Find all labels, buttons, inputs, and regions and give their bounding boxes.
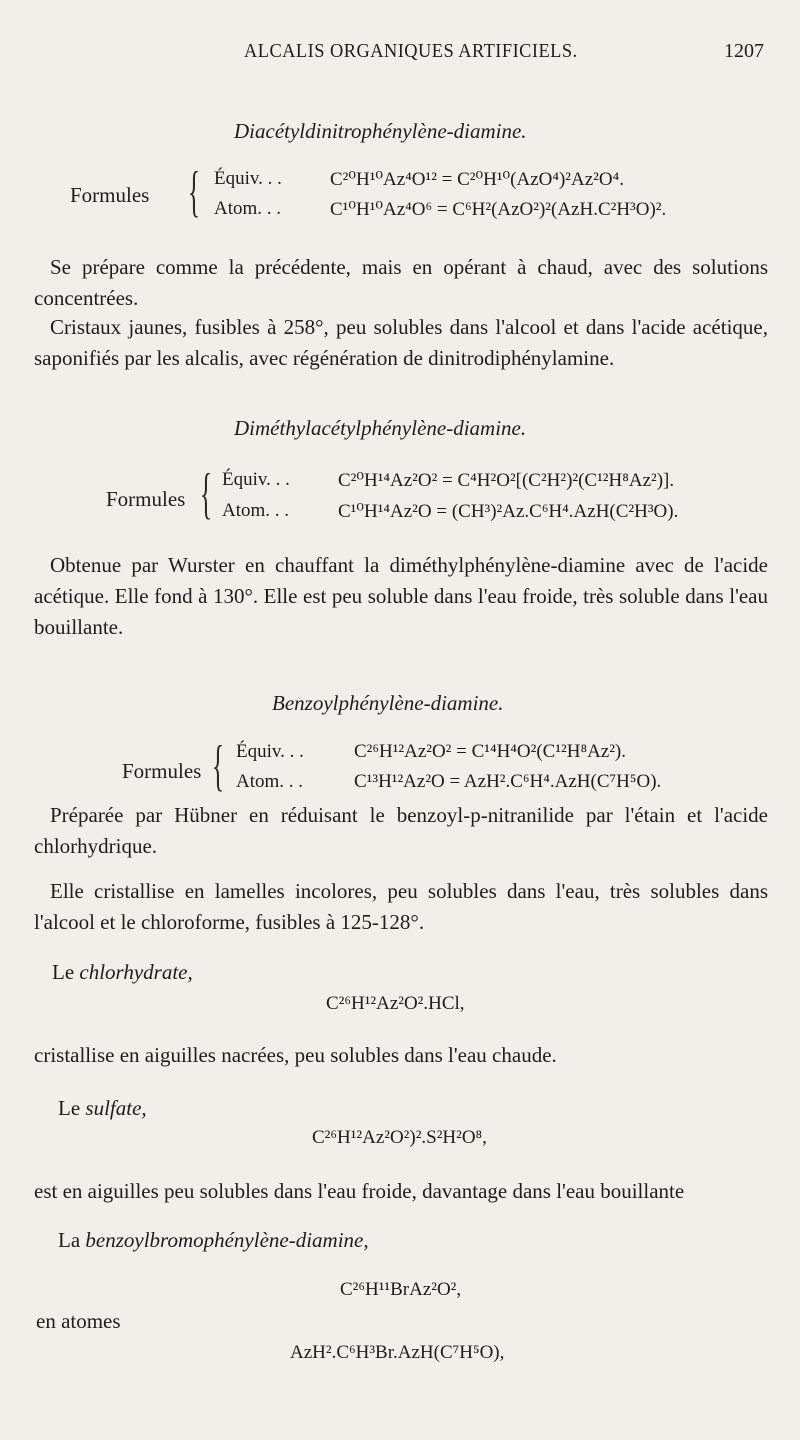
- chlorhydrate-formula: C²⁶H¹²Az²O².HCl,: [326, 993, 465, 1014]
- atom-formula: C¹³H¹²Az²O = AzH².C⁶H⁴.AzH(C⁷H⁵O).: [354, 771, 662, 792]
- show-through-text: [34, 80, 768, 110]
- atom-label: Atom. . .: [236, 771, 304, 792]
- sulfate-line: [58, 1093, 147, 1124]
- paragraph: Cristaux jaunes, fusibles à 258°, peu solubles dans l'alcool et dans l'acide acétique, saponifiés par les alcalis, avec régénération de dinitrodiphénylamine.: [34, 315, 768, 370]
- brace-symbol: {: [212, 735, 225, 797]
- section-heading: Diacétyldinitrophénylène-diamine.: [234, 119, 527, 143]
- formulas-label: Formules: [106, 487, 186, 511]
- bromo-line: [58, 1225, 369, 1256]
- bromo-term: benzoylbromophénylène-diamine,: [85, 1228, 369, 1252]
- paragraph: est en aiguilles peu solubles dans l'eau froide, davantage dans l'eau bouillante: [34, 1179, 685, 1203]
- paragraph: Préparée par Hübner en réduisant le benzoyl-p-nitranilide par l'étain et l'acide chlorhydrique.: [34, 803, 768, 858]
- atoms-formula: AzH².C⁶H³Br.AzH(C⁷H⁵O),: [290, 1342, 505, 1363]
- section-heading: Benzoylphénylène-diamine.: [272, 691, 504, 715]
- page-number: 1207: [724, 40, 764, 62]
- equiv-formula: C²⁶H¹²Az²O² = C¹⁴H⁴O²(C¹²H⁸Az²).: [354, 741, 627, 762]
- atom-label: Atom. . .: [214, 198, 282, 219]
- equiv-label: Équiv. . .: [222, 469, 290, 490]
- sulfate-term: sulfate,: [85, 1096, 147, 1120]
- sulfate-formula: C²⁶H¹²Az²O²)².S²H²O⁸,: [312, 1127, 487, 1148]
- running-title: ALCALIS ORGANIQUES ARTIFICIELS.: [244, 40, 578, 62]
- bromo-formula: C²⁶H¹¹BrAz²O²,: [340, 1279, 462, 1300]
- chlorhydrate-term: chlorhydrate,: [79, 960, 193, 984]
- atom-label: Atom. . .: [222, 500, 290, 521]
- atoms-label: en atomes: [36, 1309, 121, 1333]
- brace-symbol: {: [200, 463, 213, 525]
- chlorhydrate-prefix: Le: [52, 960, 75, 984]
- equiv-formula: C²⁰H¹⁴Az²O² = C⁴H²O²[(C²H²)²(C¹²H⁸Az²)].: [338, 470, 675, 491]
- equiv-formula: C²⁰H¹⁰Az⁴O¹² = C²⁰H¹⁰(AzO⁴)²Az²O⁴.: [330, 169, 624, 190]
- atom-formula: C¹⁰H¹⁰Az⁴O⁶ = C⁶H²(AzO²)²(AzH.C²H³O)².: [330, 199, 667, 220]
- section-heading: Diméthylacétylphénylène-diamine.: [234, 416, 527, 440]
- bromo-prefix: La: [58, 1228, 81, 1252]
- formulas-label: Formules: [122, 759, 202, 783]
- equiv-label: Équiv. . .: [236, 741, 304, 762]
- equiv-label: Équiv. . .: [214, 168, 282, 189]
- brace-symbol: {: [188, 161, 201, 223]
- paragraph: Se prépare comme la précédente, mais en opérant à chaud, avec des solutions concentrées.: [34, 255, 768, 310]
- paragraph: cristallise en aiguilles nacrées, peu solubles dans l'eau chaude.: [34, 1043, 557, 1067]
- chlorhydrate-line: [52, 957, 193, 988]
- atom-formula: C¹⁰H¹⁴Az²O = (CH³)²Az.C⁶H⁴.AzH(C²H³O).: [338, 501, 679, 522]
- running-header: [0, 40, 800, 66]
- paragraph: Elle cristallise en lamelles incolores, peu solubles dans l'eau, très solubles dans l'alcool et le chloroforme, fusibles à 125-128°.: [34, 879, 768, 934]
- formulas-label: Formules: [70, 183, 150, 207]
- sulfate-prefix: Le: [58, 1096, 81, 1120]
- paragraph: Obtenue par Wurster en chauffant la diméthylphénylène-diamine avec de l'acide acétique. Elle fond à 130°. Elle est peu soluble dans l'eau froide, très soluble dans l'eau bouillante.: [34, 553, 768, 639]
